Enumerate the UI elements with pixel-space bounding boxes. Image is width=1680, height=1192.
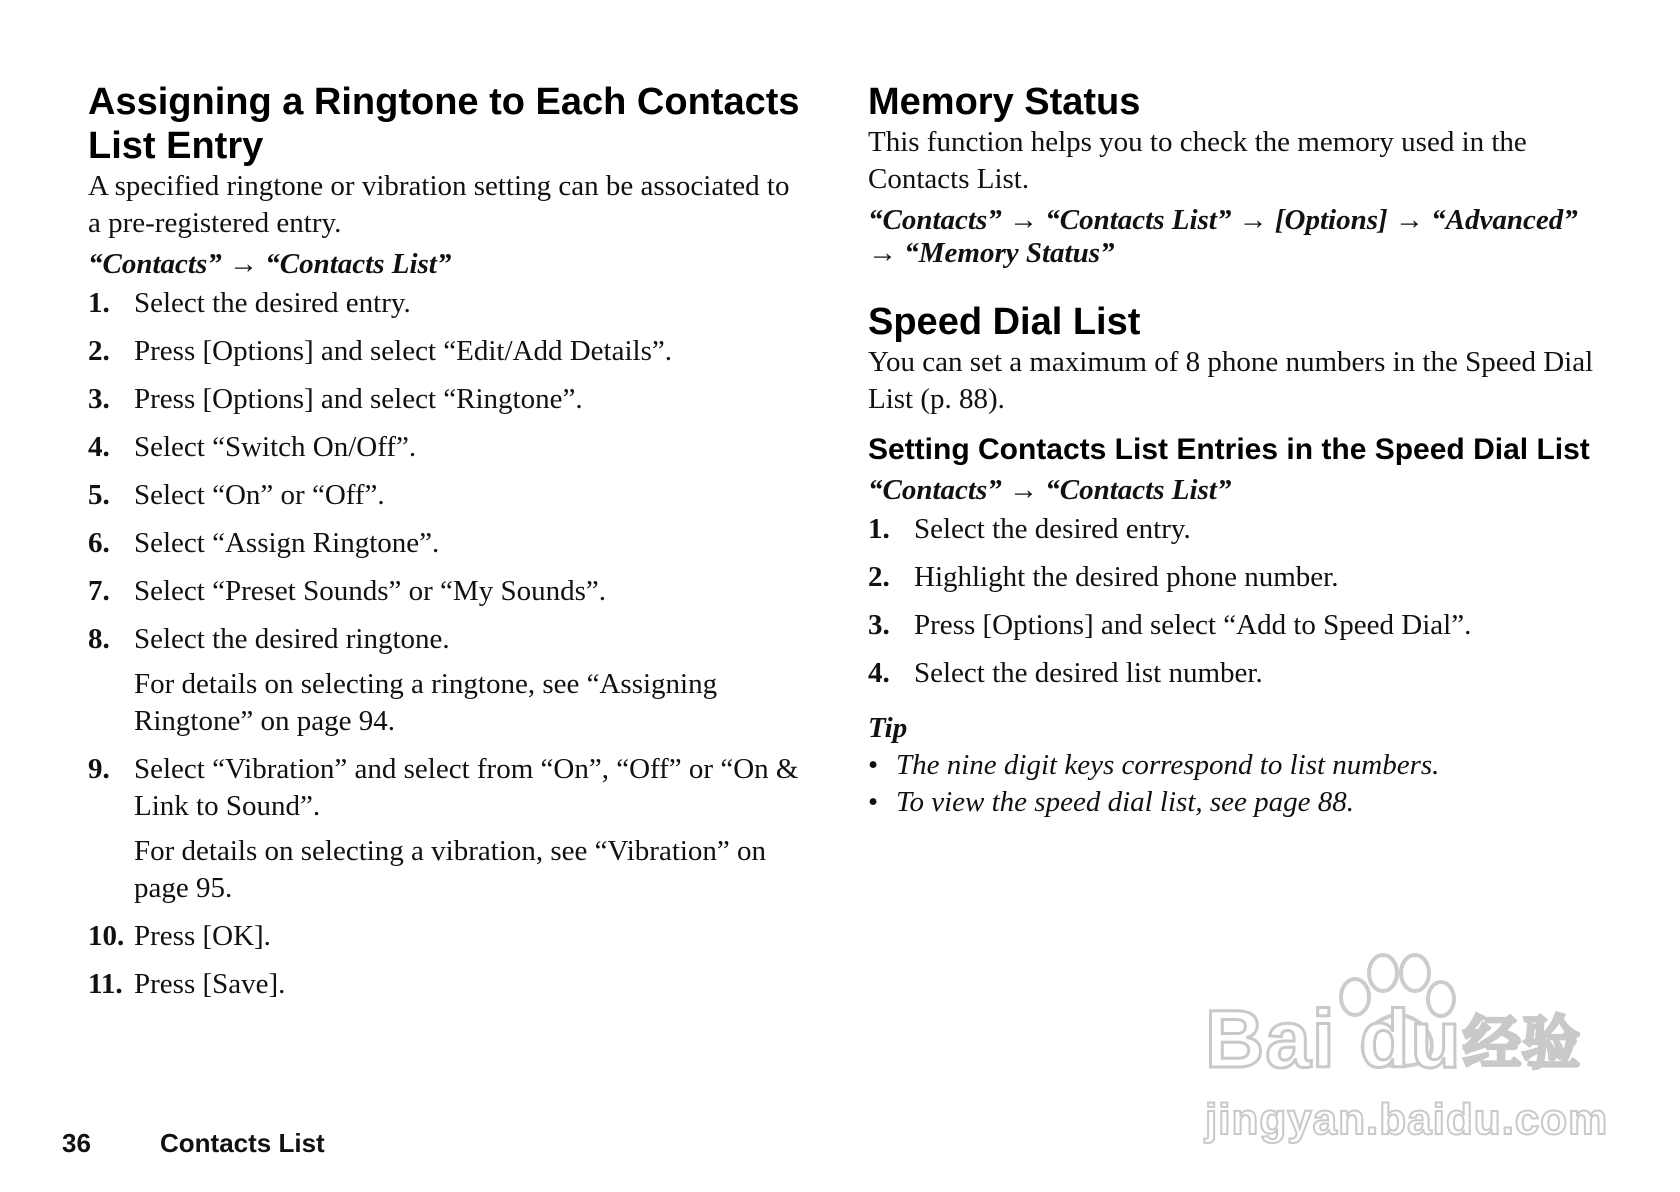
step-number: 7. xyxy=(88,575,110,607)
page-number: 36 xyxy=(62,1128,91,1158)
tip-item xyxy=(868,784,1598,821)
step-text: Select “Switch On/Off”. xyxy=(134,431,417,463)
bullet-icon: • xyxy=(868,786,879,818)
bullet-icon: • xyxy=(868,749,879,781)
baidu-watermark xyxy=(1205,945,1609,1145)
step-item xyxy=(88,381,808,418)
step-item xyxy=(868,655,1598,692)
step-text: Select “Assign Ringtone”. xyxy=(134,527,440,559)
section-title-memory-status: Memory Status xyxy=(868,81,1141,123)
step-number: 1. xyxy=(88,287,110,319)
step-number: 4. xyxy=(88,431,110,463)
step-item xyxy=(88,525,808,562)
step-text: Press [OK]. xyxy=(134,920,271,952)
step-text: Select the desired entry. xyxy=(134,287,411,319)
step-item xyxy=(88,285,808,322)
step-text: Press [Options] and select “Ringtone”. xyxy=(134,383,583,415)
step-item xyxy=(88,966,808,1003)
step-text: Select the desired list number. xyxy=(914,657,1263,689)
ringtone-menu-path: “Contacts” → “Contacts List” xyxy=(88,248,452,280)
tip-text: To view the speed dial list, see page 88. xyxy=(896,786,1355,818)
step-number: 2. xyxy=(868,561,890,593)
step-number: 3. xyxy=(868,609,890,641)
step-number: 9. xyxy=(88,753,110,785)
step-number: 5. xyxy=(88,479,110,511)
tip-list xyxy=(868,747,1598,821)
watermark-brand: Bai du xyxy=(1205,994,1462,1085)
step-number: 6. xyxy=(88,527,110,559)
step-text: Select “Vibration” and select from “On”, “Off” or “On & Link to Sound”. xyxy=(134,753,799,822)
speed-dial-intro: You can set a maximum of 8 phone numbers in the Speed Dial List (p. 88). xyxy=(868,346,1594,415)
step-note: For details on selecting a vibration, see “Vibration” on page 95. xyxy=(134,835,767,904)
step-number: 11. xyxy=(88,968,123,1000)
subsection-title-setting-entries: Setting Contacts List Entries in the Speed Dial List xyxy=(868,433,1590,466)
tip-text: The nine digit keys correspond to list numbers. xyxy=(896,749,1440,781)
step-number: 3. xyxy=(88,383,110,415)
step-text: Select the desired ringtone. xyxy=(134,623,450,655)
setting-menu-path: “Contacts” → “Contacts List” xyxy=(868,474,1232,506)
left-column xyxy=(88,80,808,1014)
watermark-brand-cn: 经验 xyxy=(1463,1011,1582,1076)
speed-dial-steps xyxy=(868,511,1598,692)
tip-item xyxy=(868,747,1598,784)
right-column xyxy=(868,80,1598,821)
memory-menu-path: “Contacts” → “Contacts List” → [Options] → “Advanced” → “Memory Status” xyxy=(868,204,1578,269)
step-text: Select the desired entry. xyxy=(914,513,1191,545)
step-text: Highlight the desired phone number. xyxy=(914,561,1339,593)
step-item xyxy=(88,751,808,907)
step-number: 10. xyxy=(88,920,125,952)
step-number: 2. xyxy=(88,335,110,367)
step-item xyxy=(88,477,808,514)
step-item xyxy=(868,607,1598,644)
footer-section-name: Contacts List xyxy=(160,1128,325,1158)
step-item xyxy=(88,429,808,466)
section-title-speed-dial: Speed Dial List xyxy=(868,301,1141,343)
ringtone-steps xyxy=(88,285,808,1003)
step-text: Select “On” or “Off”. xyxy=(134,479,385,511)
section-title-ringtone: Assigning a Ringtone to Each Contacts List Entry xyxy=(88,81,800,167)
step-item xyxy=(88,333,808,370)
step-item xyxy=(88,621,808,740)
step-text: Press [Save]. xyxy=(134,968,286,1000)
step-item xyxy=(88,573,808,610)
step-text: Select “Preset Sounds” or “My Sounds”. xyxy=(134,575,606,607)
step-text: Press [Options] and select “Edit/Add Details”. xyxy=(134,335,672,367)
step-item xyxy=(88,918,808,955)
tip-heading: Tip xyxy=(868,712,908,744)
step-item xyxy=(868,511,1598,548)
step-number: 4. xyxy=(868,657,890,689)
step-note: For details on selecting a ringtone, see “Assigning Ringtone” on page 94. xyxy=(134,668,718,737)
ringtone-intro: A specified ringtone or vibration setting can be associated to a pre-registered entry. xyxy=(88,170,790,239)
memory-intro: This function helps you to check the memory used in the Contacts List. xyxy=(868,126,1527,195)
watermark-url: jingyan.baidu.com xyxy=(1205,1095,1609,1144)
page-footer xyxy=(62,1128,325,1158)
step-text: Press [Options] and select “Add to Speed Dial”. xyxy=(914,609,1472,641)
step-number: 8. xyxy=(88,623,110,655)
step-item xyxy=(868,559,1598,596)
step-number: 1. xyxy=(868,513,890,545)
